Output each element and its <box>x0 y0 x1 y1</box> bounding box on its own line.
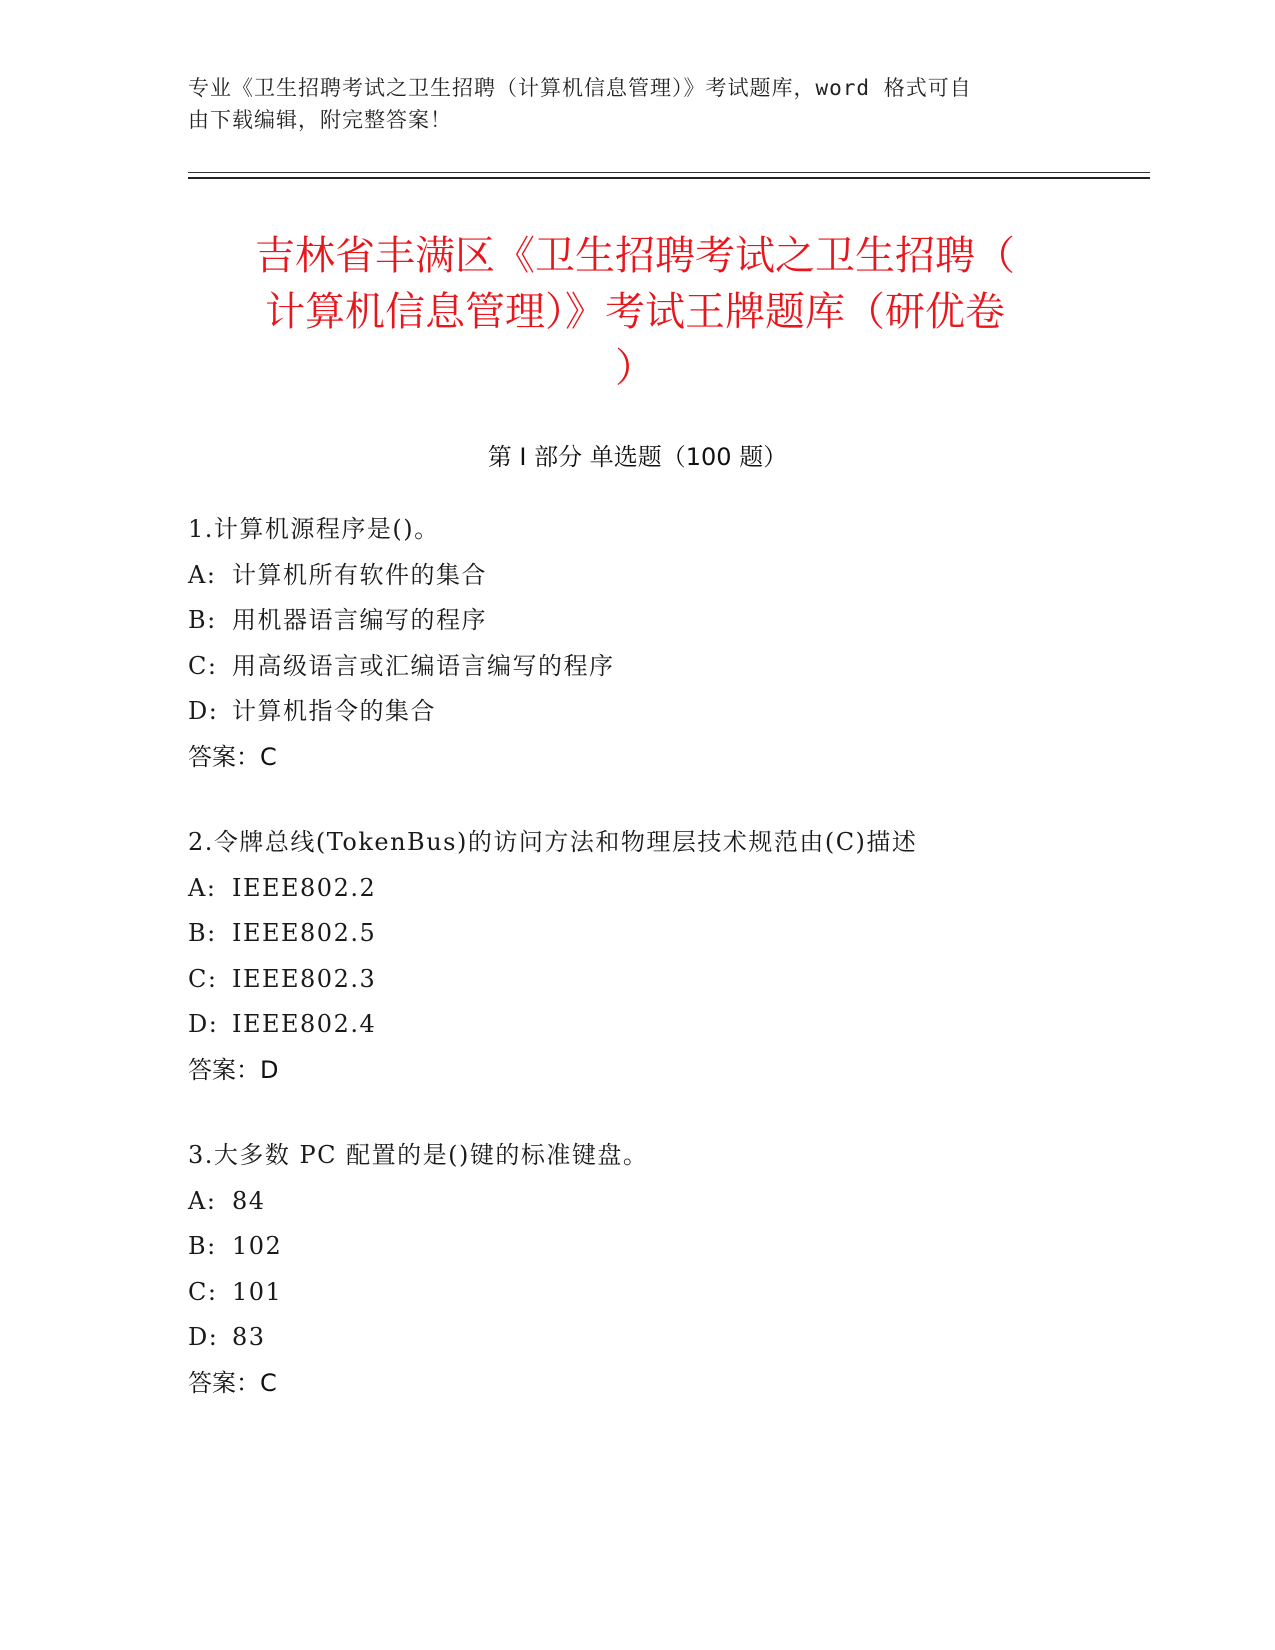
question-option-c <box>188 644 1188 690</box>
option-letter: C: <box>188 651 218 680</box>
question-answer: 答案：C <box>188 742 277 771</box>
document-title-line-2: 计算机信息管理）》考试王牌题库（研优卷 <box>265 289 1005 335</box>
option-letter: D: <box>188 1010 219 1038</box>
option-text: 101 <box>232 1277 283 1306</box>
option-letter: D: <box>188 1323 219 1351</box>
option-letter: B: <box>188 1232 217 1260</box>
option-letter: C: <box>188 964 218 993</box>
option-letter: B: <box>188 919 217 947</box>
option-text: IEEE802.3 <box>232 964 377 993</box>
option-letter: D: <box>188 697 219 725</box>
question-stem: 3.大多数 PC 配置的是()键的标准键盘。 <box>188 1141 649 1169</box>
header-rule-thick <box>188 177 1150 179</box>
question-option-d <box>188 1002 1188 1048</box>
question-1 <box>188 507 1188 780</box>
document-title <box>190 228 1080 396</box>
question-3 <box>188 1133 1188 1406</box>
option-text: IEEE802.4 <box>232 1010 377 1038</box>
header-rule-thin <box>188 172 1150 173</box>
document-title-line-1: 吉林省丰满区《卫生招聘考试之卫生招聘（ <box>255 233 1015 279</box>
question-option-d <box>188 689 1188 735</box>
question-option-c <box>188 1270 1188 1316</box>
option-text: 用高级语言或汇编语言编写的程序 <box>232 651 615 680</box>
document-title-line-3: ） <box>615 345 655 391</box>
question-option-a <box>188 553 1188 599</box>
option-letter: A: <box>188 560 217 589</box>
header-note-line-2: 由下载编辑，附完整答案！ <box>188 108 452 132</box>
option-letter: A: <box>188 1186 217 1215</box>
option-text: 计算机指令的集合 <box>232 697 436 725</box>
question-option-b <box>188 911 1188 957</box>
option-text: IEEE802.2 <box>232 873 377 902</box>
option-text: 83 <box>232 1323 266 1351</box>
option-text: 102 <box>232 1232 283 1260</box>
question-option-a <box>188 866 1188 912</box>
header-note <box>188 72 1088 136</box>
option-letter: B: <box>188 606 217 634</box>
question-2 <box>188 820 1188 1093</box>
question-answer: 答案：C <box>188 1368 277 1397</box>
option-text: 84 <box>232 1186 266 1215</box>
option-text: 用机器语言编写的程序 <box>232 606 487 634</box>
option-letter: C: <box>188 1277 218 1306</box>
question-option-d <box>188 1315 1188 1361</box>
question-option-a <box>188 1179 1188 1225</box>
question-stem: 1.计算机源程序是()。 <box>188 515 440 543</box>
question-stem: 2.令牌总线(TokenBus)的访问方法和物理层技术规范由(C)描述 <box>188 828 918 856</box>
question-option-b <box>188 1224 1188 1270</box>
option-text: 计算机所有软件的集合 <box>232 560 487 589</box>
question-option-c <box>188 957 1188 1003</box>
question-answer: 答案：D <box>188 1055 279 1084</box>
option-letter: A: <box>188 873 217 902</box>
header-note-line-1: 专业《卫生招聘考试之卫生招聘（计算机信息管理）》考试题库，word 格式可自 <box>188 76 972 100</box>
question-option-b <box>188 598 1188 644</box>
option-text: IEEE802.5 <box>232 919 377 947</box>
section-heading: 第 I 部分 单选题（100 题） <box>487 443 788 471</box>
